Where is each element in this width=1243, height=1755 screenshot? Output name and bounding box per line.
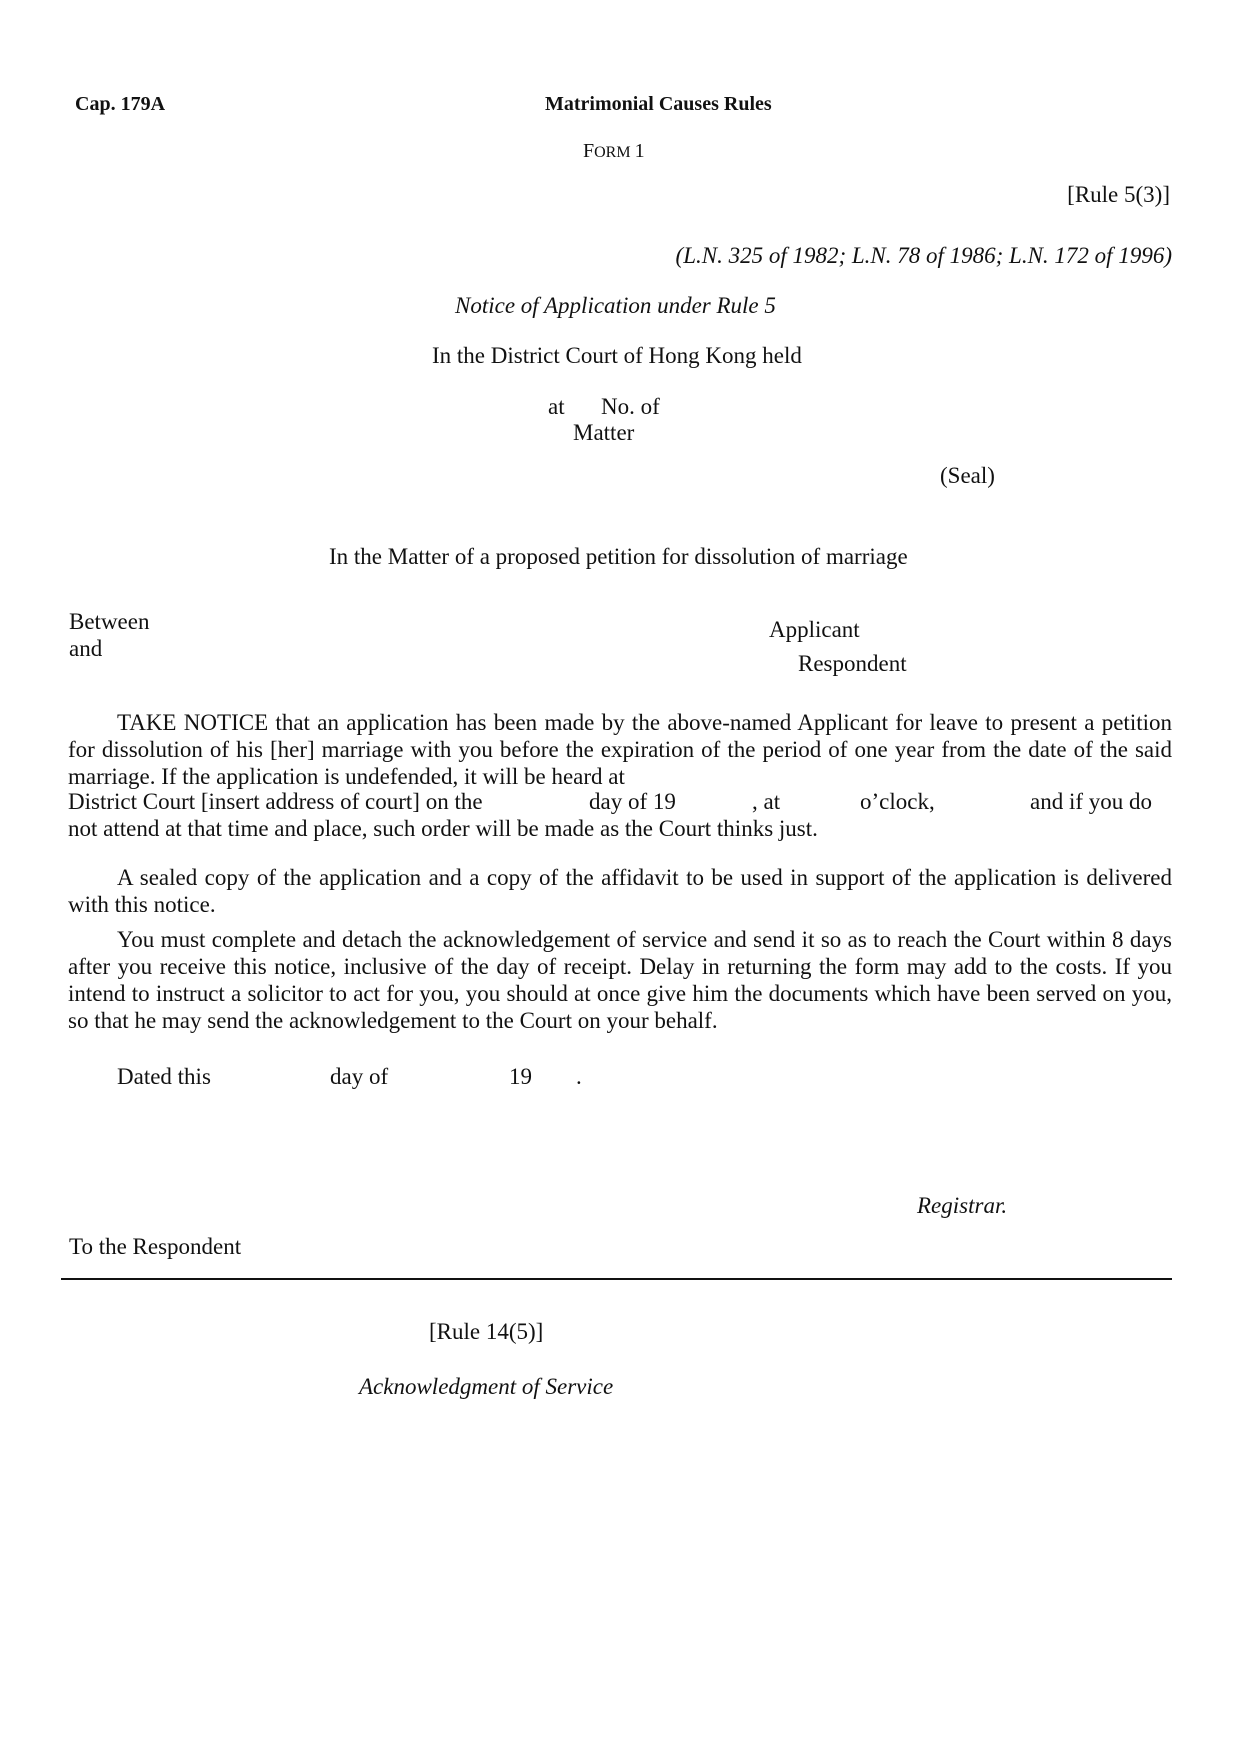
hearing-court: District Court [insert address of court] on the	[68, 789, 483, 814]
must-complete-paragraph: You must complete and detach the acknowledgement of service and send it so as to reach the Court within 8 days after you receive this notice, inclusive of the day of receipt. Delay in returning the form may add to the costs. If you intend to instruct a solicitor to act for you, you should at once give him the documents which have been served on you, so that he may send the acknowledgement to the Court on your behalf.	[68, 927, 1172, 1033]
hearing-clock: o’clock,	[860, 789, 935, 814]
chapter-number: Cap. 179A	[75, 93, 166, 115]
matter-label: Matter	[573, 420, 635, 445]
rule-reference: [Rule 5(3)]	[1067, 182, 1170, 207]
hearing-at: , at	[752, 789, 781, 814]
amendment-citations: (L.N. 325 of 1982; L.N. 78 of 1986; L.N. 172 of 1996)	[675, 243, 1172, 268]
matter-number-label: No. of	[601, 394, 660, 419]
take-notice-paragraph: TAKE NOTICE that an application has been made by the above-named Applicant for leave to present a petition for dissolution of his [her] marriage with you before the expiration of the period of one year from the date of the said marriage. If the application is undefended, it will be heard at	[68, 710, 1172, 789]
form-label-initial: F	[583, 140, 595, 162]
section-divider	[61, 1278, 1172, 1280]
applicant-label: Applicant	[769, 617, 860, 642]
dated-period: .	[576, 1064, 582, 1089]
document-title: Matrimonial Causes Rules	[545, 93, 772, 115]
form-label	[583, 140, 645, 163]
registrar-signature-label: Registrar.	[917, 1193, 1008, 1218]
between-label: Between	[69, 609, 150, 634]
acknowledgment-rule-reference: [Rule 14(5)]	[429, 1319, 544, 1344]
court-heading: In the District Court of Hong Kong held	[432, 343, 802, 368]
hearing-tail: not attend at that time and place, such order will be made as the Court thinks just.	[68, 816, 818, 841]
respondent-label: Respondent	[798, 651, 907, 676]
notice-title: Notice of Application under Rule 5	[455, 293, 776, 318]
dated-this-label: Dated this	[117, 1064, 211, 1089]
sealed-copy-paragraph: A sealed copy of the application and a copy of the affidavit to be used in support of the application is delivered with this notice.	[68, 865, 1172, 917]
court-at: at	[548, 394, 565, 419]
hearing-day: day of 19	[589, 789, 676, 814]
to-respondent-label: To the Respondent	[69, 1234, 242, 1259]
matter-description: In the Matter of a proposed petition for dissolution of marriage	[329, 544, 908, 569]
hearing-if: and if you do	[1030, 789, 1153, 814]
seal-placeholder: (Seal)	[940, 463, 995, 488]
form-label-rest: ORM	[594, 144, 631, 161]
dated-year-label: 19	[509, 1064, 532, 1089]
form-number: 1	[634, 140, 645, 162]
acknowledgment-title: Acknowledgment of Service	[359, 1374, 614, 1399]
dated-day-of-label: day of	[330, 1064, 389, 1089]
and-label: and	[69, 636, 103, 661]
